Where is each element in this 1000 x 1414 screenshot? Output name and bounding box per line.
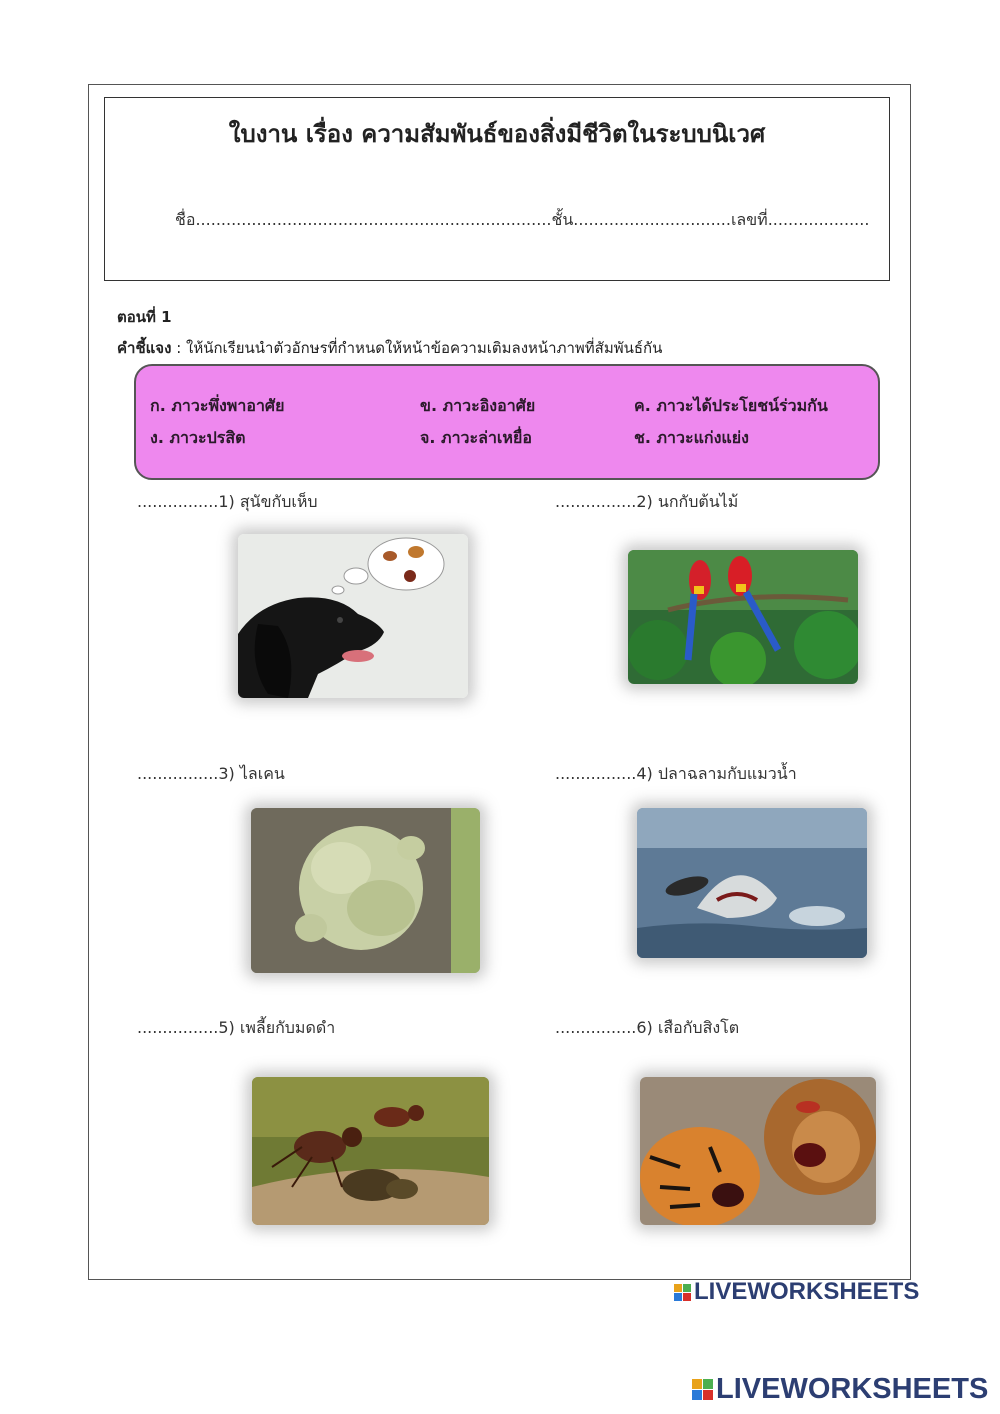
instruction-label: คำชี้แจง xyxy=(117,339,172,357)
question-5[interactable]: ................5) เพลี้ยกับมดดำ xyxy=(137,1018,336,1037)
student-info-line xyxy=(175,208,869,233)
class-field[interactable]: ชั้น............................... xyxy=(551,210,731,229)
liveworksheets-logo-footer xyxy=(692,1373,988,1406)
instruction xyxy=(117,336,662,360)
name-field[interactable]: ชื่อ...................................................................... xyxy=(175,210,552,229)
question-6[interactable]: ................6) เสือกับสิงโต xyxy=(555,1018,740,1037)
aphids-and-ants-image xyxy=(252,1077,489,1225)
logo-squares-icon xyxy=(674,1284,691,1301)
question-4[interactable]: ................4) ปลาฉลามกับแมวน้ำ xyxy=(555,764,797,783)
dog-with-fleas-image xyxy=(238,534,468,698)
part-label: ตอนที่ 1 xyxy=(117,308,172,326)
choice-b: ข. ภาวะอิงอาศัย xyxy=(420,396,536,415)
logo-text: LIVEWORKSHEETS xyxy=(694,1278,920,1305)
choice-d: ง. ภาวะปรสิต xyxy=(150,428,246,447)
parrots-on-tree-image xyxy=(628,550,858,684)
question-2[interactable]: ................2) นกกับต้นไม้ xyxy=(555,492,739,511)
liveworksheets-logo-inner xyxy=(674,1278,919,1306)
logo-squares-icon xyxy=(692,1379,713,1400)
number-field[interactable]: เลขที่.................... xyxy=(730,210,870,229)
worksheet-title: ใบงาน เรื่อง ความสัมพันธ์ของสิ่งมีชีวิตในระบบนิเวศ xyxy=(228,120,766,148)
question-3[interactable]: ................3) ไลเคน xyxy=(137,764,285,783)
tiger-and-lion-image xyxy=(640,1077,876,1225)
choice-c: ค. ภาวะได้ประโยชน์ร่วมกัน xyxy=(634,396,828,415)
question-1[interactable]: ................1) สุนัขกับเห็บ xyxy=(137,492,318,511)
choice-box xyxy=(134,364,880,480)
choice-f: ช. ภาวะแก่งแย่ง xyxy=(634,428,749,447)
instruction-text: : ให้นักเรียนนำตัวอักษรที่กำหนดให้หน้าข้อความเติมลงหน้าภาพที่สัมพันธ์กัน xyxy=(171,339,663,357)
logo-text: LIVEWORKSHEETS xyxy=(716,1373,989,1405)
worksheet-header xyxy=(104,97,890,281)
choice-e: จ. ภาวะล่าเหยื่อ xyxy=(420,428,532,447)
lichen-on-tree-image xyxy=(251,808,480,973)
choice-a: ก. ภาวะพึ่งพาอาศัย xyxy=(150,396,285,415)
shark-and-seal-image xyxy=(637,808,867,958)
